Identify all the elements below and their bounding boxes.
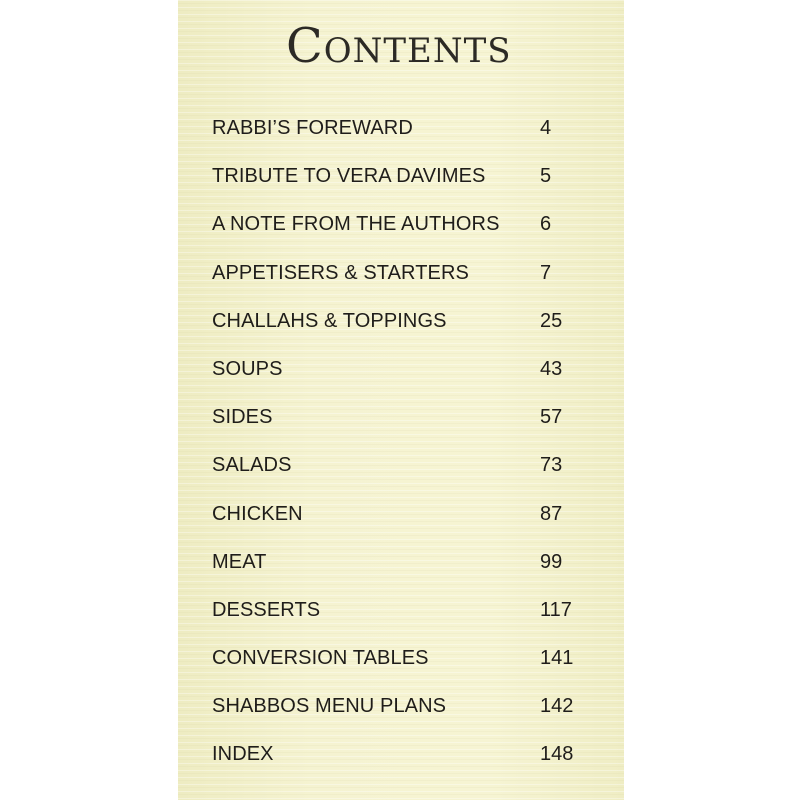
toc-entry-label: TRIBUTE TO VERA DAVIMES bbox=[212, 165, 486, 188]
toc-entry-salads bbox=[212, 445, 612, 493]
toc-entry-page-number: 7 bbox=[540, 261, 552, 284]
toc-entry-soups bbox=[212, 349, 612, 397]
toc-entry-label: DESSERTS bbox=[212, 598, 321, 621]
toc-entry-note-from-authors bbox=[212, 204, 612, 252]
toc-entry-index bbox=[212, 734, 612, 782]
toc-entry-page-number: 99 bbox=[540, 550, 563, 573]
toc-entry-label: APPETISERS & STARTERS bbox=[212, 261, 469, 284]
toc-entry-rabbis-foreward bbox=[212, 108, 612, 156]
toc-entry-page-number: 73 bbox=[540, 454, 563, 477]
toc-entry-page-number: 117 bbox=[540, 598, 572, 621]
toc-entry-label: SHABBOS MENU PLANS bbox=[212, 695, 447, 718]
toc-entry-label: A NOTE FROM THE AUTHORS bbox=[212, 213, 500, 236]
toc-entry-page-number: 87 bbox=[540, 502, 563, 525]
toc-entry-page-number: 25 bbox=[540, 309, 563, 332]
toc-entry-page-number: 148 bbox=[540, 743, 574, 766]
toc-entry-label: MEAT bbox=[212, 550, 267, 573]
table-of-contents bbox=[212, 108, 612, 783]
contents-page bbox=[178, 0, 624, 800]
toc-entry-label: CHICKEN bbox=[212, 502, 303, 525]
toc-entry-appetisers bbox=[212, 253, 612, 301]
toc-entry-conversion-tables bbox=[212, 638, 612, 686]
toc-entry-sides bbox=[212, 397, 612, 445]
toc-entry-page-number: 141 bbox=[540, 647, 574, 670]
toc-entry-label: CONVERSION TABLES bbox=[212, 647, 429, 670]
toc-entry-label: RABBI’S FOREWARD bbox=[212, 117, 413, 139]
toc-entry-label: SOUPS bbox=[212, 357, 283, 380]
toc-entry-page-number: 6 bbox=[540, 213, 552, 236]
toc-entry-label: INDEX bbox=[212, 743, 274, 766]
toc-entry-page-number: 43 bbox=[540, 357, 563, 380]
toc-entry-label: SALADS bbox=[212, 454, 292, 477]
toc-entry-page-number: 5 bbox=[540, 165, 552, 188]
toc-entry-page-number: 57 bbox=[540, 406, 563, 429]
toc-entry-desserts bbox=[212, 590, 612, 638]
toc-entry-chicken bbox=[212, 494, 612, 542]
toc-entry-page-number: 142 bbox=[540, 695, 574, 718]
toc-entry-label: CHALLAHS & TOPPINGS bbox=[212, 309, 447, 332]
toc-entry-challahs bbox=[212, 301, 612, 349]
page-title: Contents bbox=[286, 18, 512, 74]
toc-entry-tribute bbox=[212, 156, 612, 204]
toc-entry-label: SIDES bbox=[212, 406, 273, 429]
toc-entry-shabbos-menu-plans bbox=[212, 686, 612, 734]
toc-entry-meat bbox=[212, 542, 612, 590]
toc-entry-page-number: 4 bbox=[540, 117, 552, 139]
